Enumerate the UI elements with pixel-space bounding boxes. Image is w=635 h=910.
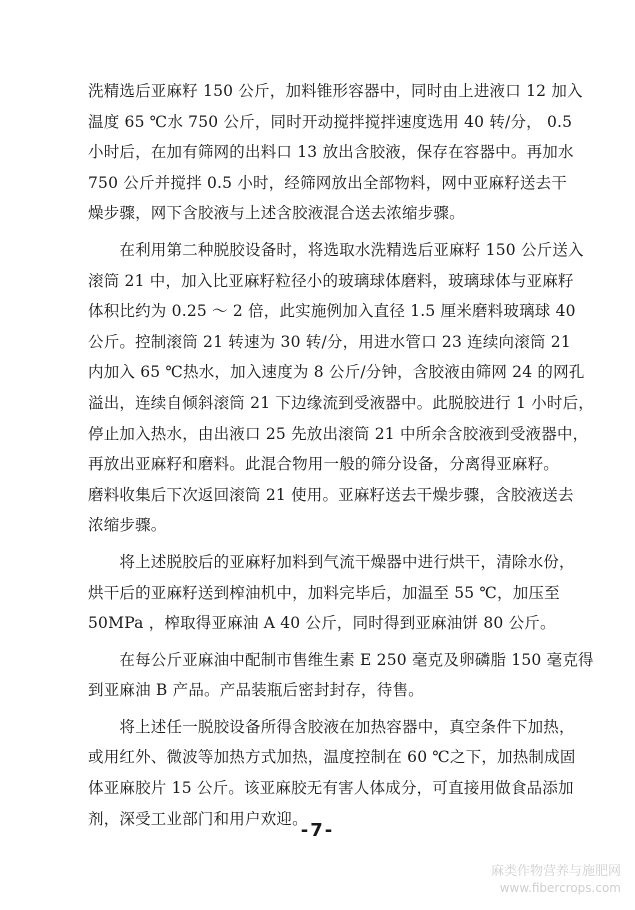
text-line: 在每公斤亚麻油中配制市售维生素 E 250 毫克及卵磷脂 150 毫克得: [88, 650, 594, 669]
watermark-site-name: 麻类作物营养与施肥网: [490, 864, 621, 879]
text-line: 内加入 65 ℃热水，加入速度为 8 公斤/分钟，含胶液由筛网 24 的网孔: [88, 363, 585, 382]
text-line: 公斤。控制滚筒 21 转速为 30 转/分，用进水管口 23 连续向滚筒 21: [88, 332, 571, 351]
text-line: 小时后，在加有筛网的出料口 13 放出含胶液，保存在容器中。再加水: [88, 143, 574, 162]
watermark-url: www.fibercrops.com: [499, 881, 621, 895]
text-line: 烘干后的亚麻籽送到榨油机中，加料完毕后，加温至 55 ℃，加压至: [88, 583, 560, 602]
text-line: 溢出，连续自倾斜滚筒 21 下边缘流到受液器中。此脱胶进行 1 小时后，: [88, 393, 594, 412]
text-line: 体积比约为 0.25 ～ 2 倍，此实施例加入直径 1.5 厘米磨料玻璃球 40: [88, 302, 576, 321]
body-text: [88, 76, 594, 834]
text-line: 温度 65 ℃水 750 公斤，同时开动搅拌搅拌速度选用 40 转/分， 0.5: [88, 112, 573, 131]
text-line: 滚筒 21 中，加入比亚麻籽粒径小的玻璃球体磨料，玻璃球体与亚麻籽: [88, 271, 574, 290]
text-line: 50MPa ，榨取得亚麻油 A 40 公斤，同时得到亚麻油饼 80 公斤。: [88, 614, 556, 633]
page-number: -7-: [300, 820, 335, 841]
text-line: 体亚麻胶片 15 公斤。该亚麻胶无有害人体成分，可直接用做食品添加: [88, 779, 574, 798]
text-line: 浓缩步骤。: [88, 516, 167, 535]
text-line: 或用红外、微波等加热方式加热，温度控制在 60 ℃之下，加热制成固: [88, 748, 576, 767]
text-line: 将上述脱胶后的亚麻籽加料到气流干燥器中进行烘干，清除水份，: [88, 552, 575, 571]
watermark: [491, 864, 621, 896]
text-line: 剂，深受工业部门和用户欢迎。: [88, 809, 308, 828]
text-line: 停止加入热水，由出液口 25 先放出滚筒 21 中所余含胶液到受液器中，: [88, 424, 589, 443]
text-line: 再放出亚麻籽和磨料。此混合物用一般的筛分设备，分离得亚麻籽。: [88, 455, 560, 474]
text-line: 将上述任一脱胶设备所得含胶液在加热容器中，真空条件下加热，: [88, 717, 575, 736]
text-line: 在利用第二种脱胶设备时，将选取水洗精选后亚麻籽 150 公斤送入: [88, 240, 584, 259]
text-line: 燥步骤，网下含胶液与上述含胶液混合送去浓缩步骤。: [88, 204, 465, 223]
text-line: 750 公斤并搅拌 0.5 小时，经筛网放出全部物料，网中亚麻籽送去干: [88, 173, 568, 192]
text-line: 洗精选后亚麻籽 150 公斤，加料锥形容器中，同时由上进液口 12 加入: [88, 82, 583, 100]
text-line: 磨料收集后下次返回滚筒 21 使用。亚麻籽送去干燥步骤，含胶液送去: [88, 485, 574, 504]
text-line: 到亚麻油 B 产品。产品装瓶后密封封存，待售。: [88, 681, 424, 700]
